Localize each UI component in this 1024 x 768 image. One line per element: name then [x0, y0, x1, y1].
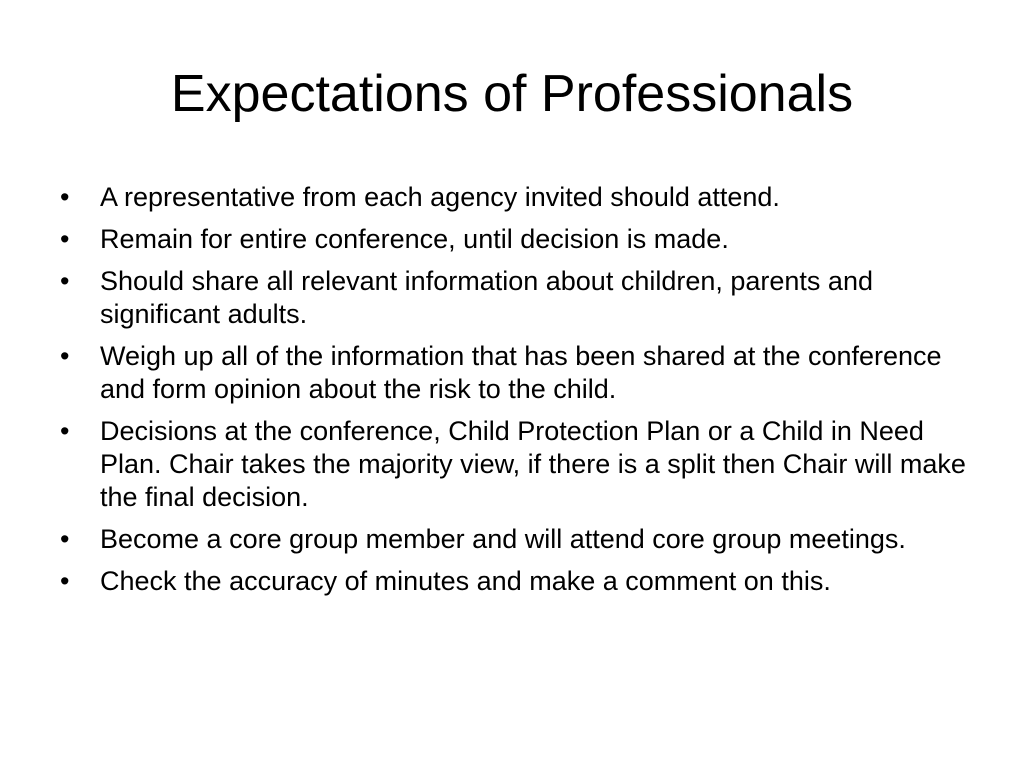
bullet-text: Decisions at the conference, Child Protection Plan or a Child in Need Plan. Chair takes the majority view, if there is a split then Chair will make the final decision. [100, 416, 966, 512]
bullet-list [56, 181, 976, 607]
bullet-item-6 [56, 523, 976, 556]
bullet-icon: • [60, 182, 70, 212]
bullet-text: Remain for entire conference, until decision is made. [100, 224, 729, 254]
bullet-item-5 [56, 415, 976, 514]
bullet-text: Become a core group member and will attend core group meetings. [100, 524, 906, 554]
bullet-icon: • [60, 416, 70, 446]
bullet-item-2 [56, 223, 976, 256]
slide-title: Expectations of Professionals [170, 65, 854, 123]
bullet-text: Should share all relevant information about children, parents and significant adults. [100, 266, 873, 329]
bullet-icon: • [60, 524, 70, 554]
bullet-icon: • [60, 266, 70, 296]
bullet-item-3 [56, 265, 976, 331]
bullet-item-1 [56, 181, 976, 214]
bullet-item-4 [56, 340, 976, 406]
bullet-icon: • [60, 224, 70, 254]
bullet-item-7 [56, 565, 976, 598]
bullet-icon: • [60, 341, 70, 371]
bullet-text: Check the accuracy of minutes and make a comment on this. [100, 566, 831, 596]
bullet-text: A representative from each agency invited should attend. [100, 182, 780, 212]
bullet-text: Weigh up all of the information that has been shared at the conference and form opinion about the risk to the child. [100, 341, 942, 404]
bullet-icon: • [60, 566, 70, 596]
